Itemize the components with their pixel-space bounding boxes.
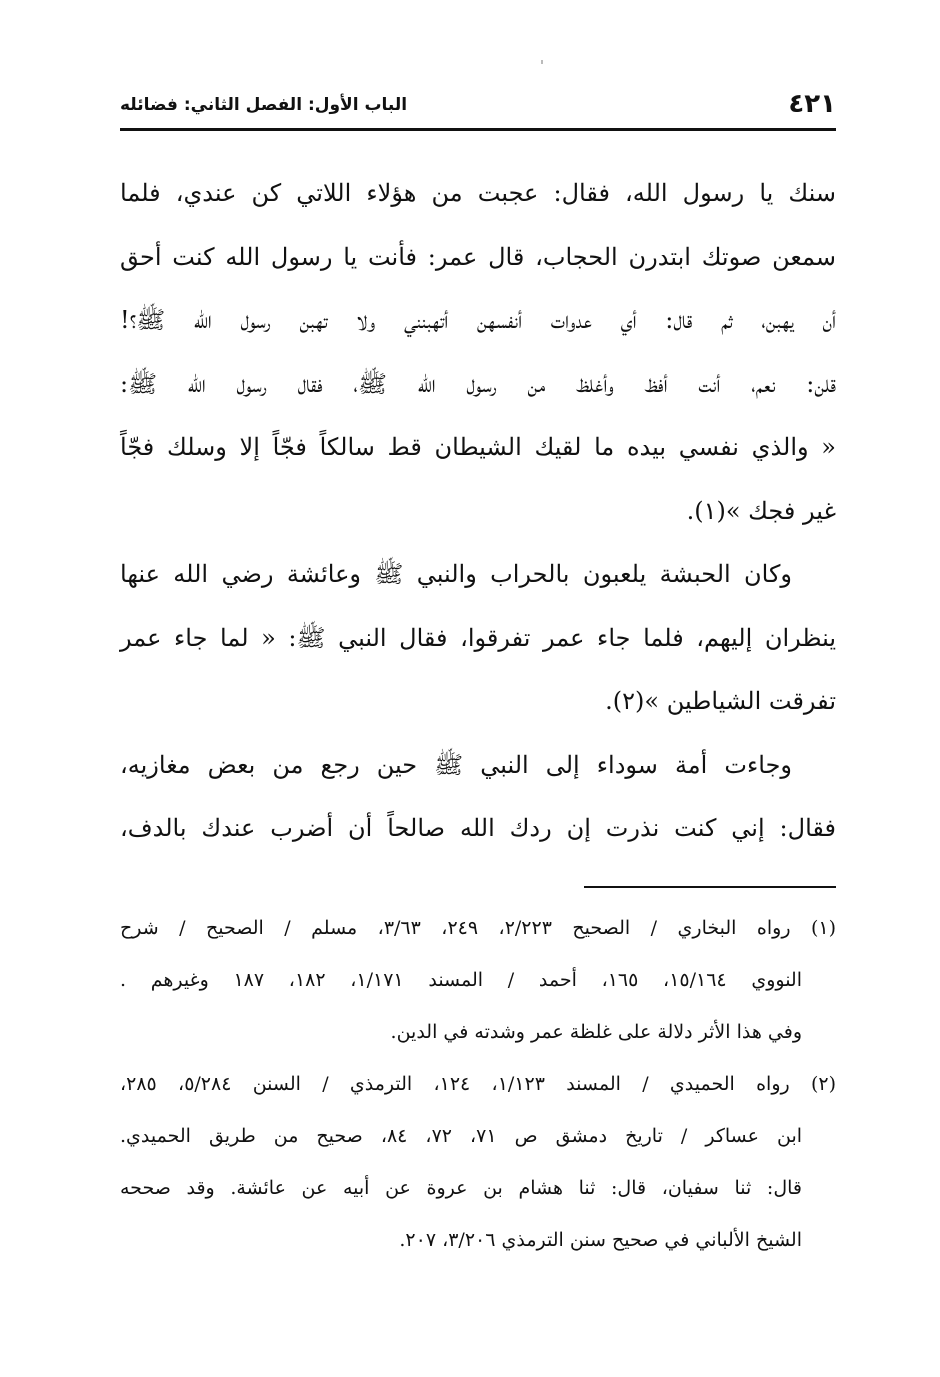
text-line: وكان الحبشة يلعبون بالحراب والنبي ﷺ وعائشة رضي الله عنها <box>120 560 792 588</box>
footnotes <box>120 902 836 1266</box>
text-line: وجاءت أمة سوداء إلى النبي ﷺ حين رجع من بعض مغازيه، <box>120 750 792 779</box>
text-line: قلن: نعم، أنت أفظ وأغلظ من رسول الله ﷺ، فقال رسول الله ﷺ: <box>120 369 836 398</box>
scan-mark <box>541 60 543 64</box>
footnote-line: (١) رواه البخاري / الصحيح ٢/٢٢٣، ٢٤٩، ٣/٦٣، مسلم / الصحيح / شرح <box>120 917 837 939</box>
text-line: سمعن صوتك ابتدرن الحجاب، قال عمر: فأنت يا رسول الله كنت أحق <box>120 242 836 271</box>
text-line: غير فجك »(١). <box>686 496 836 525</box>
footnote-line: ابن عساكر / تاريخ دمشق ص ٧١، ٧٢، ٨٤، صحيح من طريق الحميدي. <box>120 1125 803 1147</box>
text-line: أن يهبن، ثم قال: أي عدوات أنفسهن أتهبنني ولا تهبن رسول الله ﷺ؟! <box>120 306 836 334</box>
running-title: الباب الأول: الفصل الثاني: فضائله <box>120 95 408 115</box>
main-text <box>120 162 836 861</box>
text-line: فقال: إني كنت نذرت إن ردك الله صالحاً أن أضرب عندك بالدف، <box>120 814 836 842</box>
header-rule <box>120 128 836 131</box>
footnote-line: الشيخ الألباني في صحيح سنن الترمذي ٣/٢٠٦، ٢٠٧. <box>399 1229 802 1251</box>
footnote-line: (٢) رواه الحميدي / المسند ١/١٢٣، ١٢٤، الترمذي / السنن ٥/٢٨٤، ٢٨٥، <box>120 1073 837 1095</box>
text-line: ينظران إليهم، فلما جاء عمر تفرقوا، فقال النبي ﷺ: « لما جاء عمر <box>120 623 836 652</box>
footnote-line: وفي هذا الأثر دلالة على غلظة عمر وشدته في الدين. <box>390 1021 802 1043</box>
footnote-line: قال: ثنا سفيان، قال: ثنا هشام بن عروة عن أبيه عن عائشة. وقد صححه <box>120 1177 802 1199</box>
text-line: تفرقت الشياطين »(٢). <box>605 687 836 715</box>
footnote-line: النووي ١٥/١٦٤، ١٦٥، أحمد / المسند ١/١٧١، ١٨٢، ١٨٧ وغيرهم . <box>120 969 802 991</box>
text-line: « والذي نفسي بيده ما لقيك الشيطان قط سالكاً فجّاً إلا وسلك فجّاً <box>120 433 836 461</box>
text-line: سنك يا رسول الله، فقال: عجبت من هؤلاء اللاتي كن عندي، فلما <box>120 179 836 207</box>
footnote-separator <box>584 886 836 888</box>
page-header <box>120 88 836 124</box>
page-number: ٤٢١ <box>788 89 836 119</box>
